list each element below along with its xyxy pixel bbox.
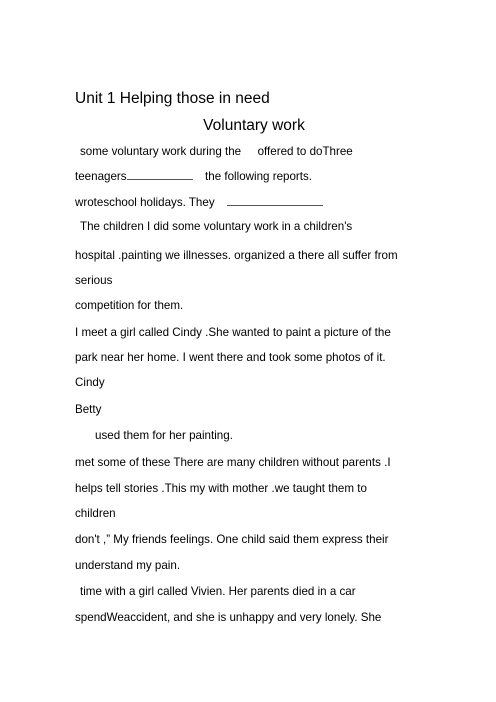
text-line: wroteschool holidays. They (75, 195, 323, 210)
page-title: Unit 1 Helping those in need (75, 90, 270, 107)
text-line: park near her home. I went there and took some photos of it. (75, 351, 386, 364)
text-line: teenagers the following reports. (75, 170, 313, 183)
text-line: The children I did some voluntary work in a children's (80, 220, 353, 233)
text-line: I meet a girl called Cindy .She wanted to paint a picture of the (75, 326, 391, 339)
text-line: understand my pain. (75, 559, 181, 572)
text-line: some voluntary work during the offered to doThree (80, 145, 353, 158)
text-line: serious (75, 274, 113, 287)
text-line: spendWeaccident, and she is unhappy and very lonely. She (75, 611, 382, 624)
text-line: met some of these There are many children without parents .I (75, 456, 391, 469)
text-line: competition for them. (75, 299, 184, 312)
blank-line (127, 169, 193, 180)
text-line: don't ,” My friends feelings. One child said them express their (75, 533, 389, 546)
page-subtitle: Voluntary work (203, 117, 305, 134)
text-line: used them for her painting. (95, 429, 233, 442)
text-line: helps tell stories .This my with mother .we taught them to (75, 482, 367, 495)
text-line: hospital .painting we illnesses. organized a there all suffer from (75, 249, 398, 262)
text-line: time with a girl called Vivien. Her parents died in a car (80, 585, 356, 598)
text-line: children (75, 507, 116, 520)
text-line: Betty (75, 403, 102, 416)
blank-line (227, 195, 323, 206)
text-line: Cindy (75, 376, 105, 389)
